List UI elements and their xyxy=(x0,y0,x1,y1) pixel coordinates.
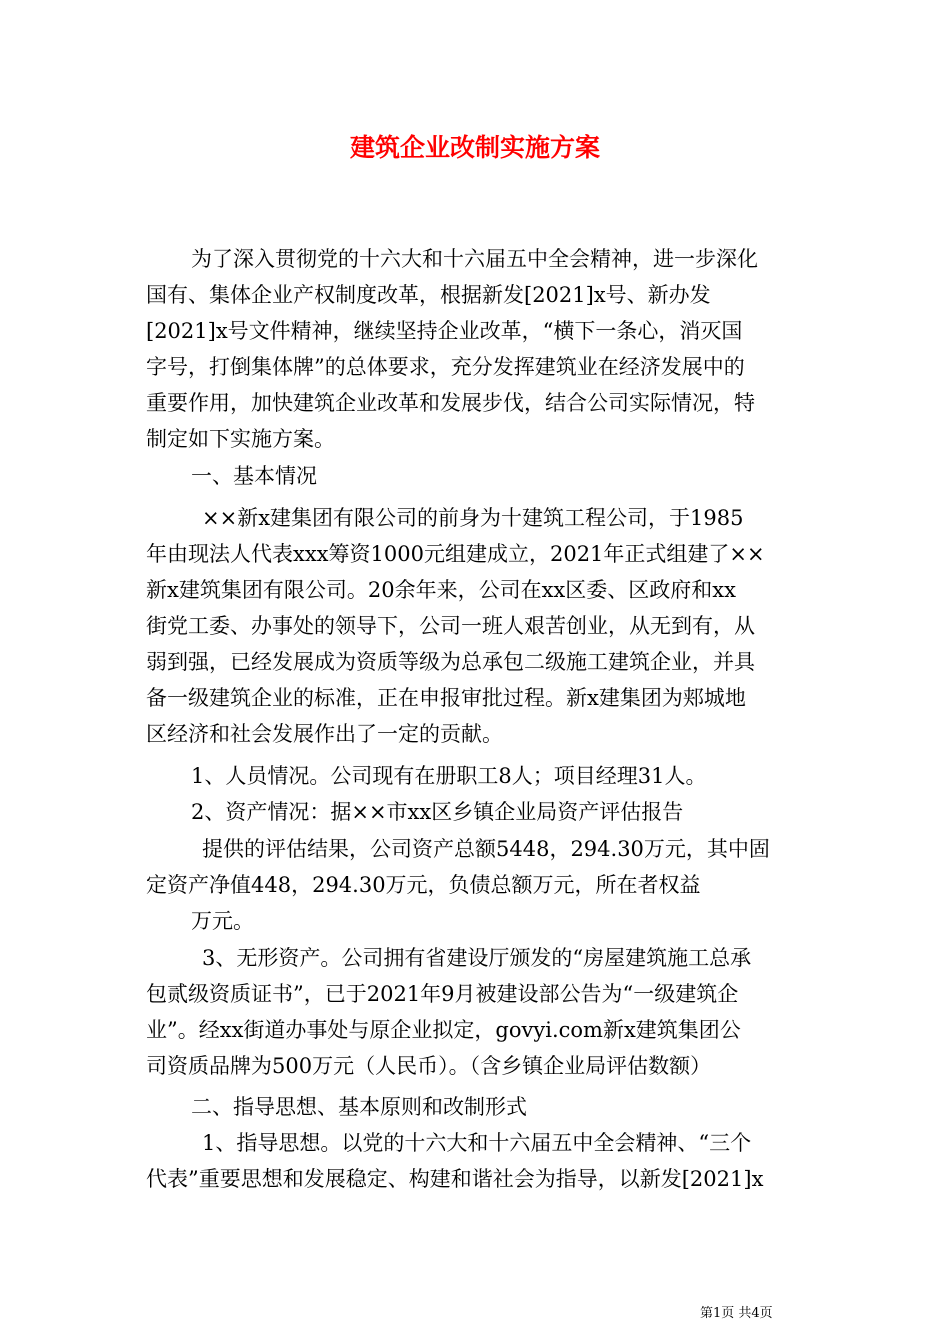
body-line: 弱到强，已经发展成为资质等级为总承包二级施工建筑企业，并具 xyxy=(146,650,755,674)
body-line: 包贰级资质证书”，已于2021年9月被建设部公告为“一级建筑企 xyxy=(146,982,739,1006)
section-heading: 一、基本情况 xyxy=(191,464,317,488)
body-line: 提供的评估结果，公司资产总额5448，294.30万元，其中固 xyxy=(202,837,770,861)
body-line: 新x建筑集团有限公司。20余年来，公司在xx区委、区政府和xx xyxy=(146,578,736,602)
body-line: 年由现法人代表xxx筹资1000元组建成立，2021年正式组建了×× xyxy=(146,542,765,566)
body-line: 代表”重要思想和发展稳定、构建和谐社会为指导，以新发[2021]x xyxy=(146,1167,764,1191)
body-line: 为了深入贯彻党的十六大和十六届五中全会精神，进一步深化 xyxy=(191,247,758,271)
body-line: 区经济和社会发展作出了一定的贡献。 xyxy=(146,722,503,746)
body-line: ××新x建集团有限公司的前身为十建筑工程公司，于1985 xyxy=(202,506,744,530)
body-line: 司资质品牌为500万元（人民币）。（含乡镇企业局评估数额） xyxy=(146,1054,712,1078)
body-line: 制定如下实施方案。 xyxy=(146,427,335,451)
body-line: 定资产净值448，294.30万元，负债总额万元，所在者权益 xyxy=(146,873,701,897)
body-line: 2、资产情况：据××市xx区乡镇企业局资产评估报告 xyxy=(191,800,684,824)
body-line: 街党工委、办事处的领导下，公司一班人艰苦创业，从无到有，从 xyxy=(146,614,755,638)
section-heading: 二、指导思想、基本原则和改制形式 xyxy=(191,1095,527,1119)
body-line: 3、无形资产。公司拥有省建设厅颁发的“房屋建筑施工总承 xyxy=(202,946,752,970)
body-line: 1、指导思想。以党的十六大和十六届五中全会精神、“三个 xyxy=(202,1131,752,1155)
body-line: 业”。经xx街道办事处与原企业拟定，govyi.com新x建筑集团公 xyxy=(146,1018,741,1042)
page-number: 第1页 共4页 xyxy=(700,1306,773,1321)
body-line: 1、人员情况。公司现有在册职工8人；项目经理31人。 xyxy=(191,764,707,788)
body-line: [2021]x号文件精神，继续坚持企业改革，“横下一条心，消灭国 xyxy=(146,319,743,343)
body-line: 备一级建筑企业的标准，正在申报审批过程。新x建集团为郏城地 xyxy=(146,686,746,710)
page-title: 建筑企业改制实施方案 xyxy=(349,133,600,162)
body-line: 国有、集体企业产权制度改革，根据新发[2021]x号、新办发 xyxy=(146,283,711,307)
body-line: 万元。 xyxy=(191,909,254,933)
body-line: 重要作用，加快建筑企业改革和发展步伐，结合公司实际情况，特 xyxy=(146,391,755,415)
body-line: 字号，打倒集体牌”的总体要求，充分发挥建筑业在经济发展中的 xyxy=(146,355,745,379)
